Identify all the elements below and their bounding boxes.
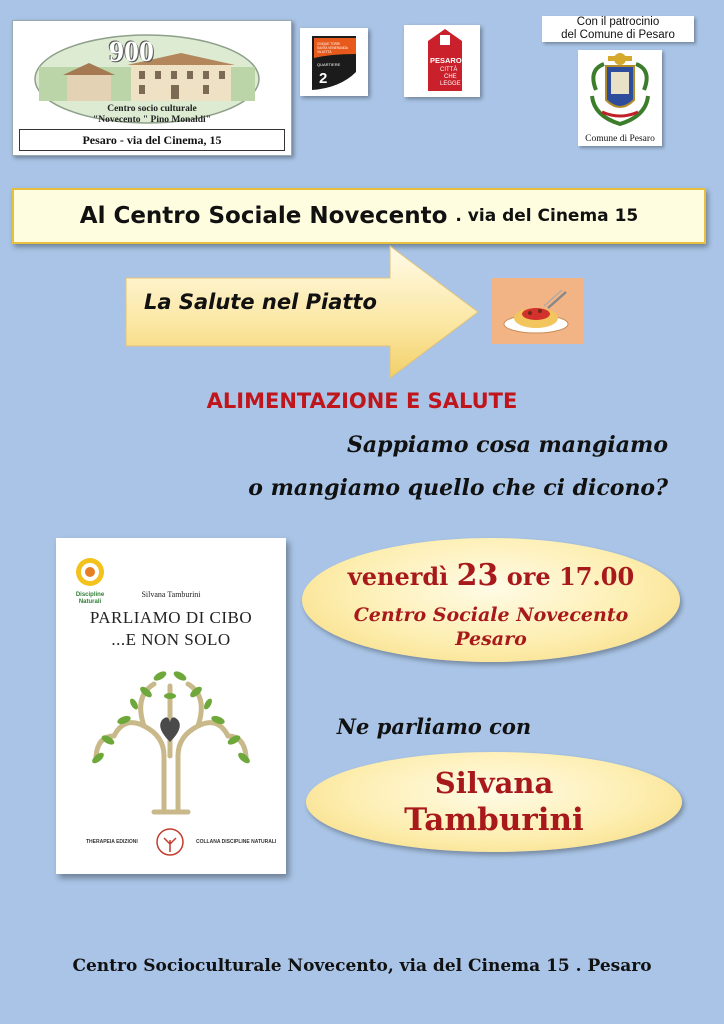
event-place-line-2: Pesaro [455,628,527,650]
event-subtitle: La Salute nel Piatto [144,290,377,314]
publisher-mark-icon [154,826,186,858]
talk-with-label: Ne parliamo con [336,714,532,739]
event-day: 23 [456,558,499,593]
coat-caption: Comune di Pesaro [585,134,655,144]
quartiere-2-logo [300,28,368,96]
citta-che-legge-logo [404,25,480,97]
logo-address: Pesaro - via del Cinema, 15 [19,129,285,151]
footer-address: Centro Socioculturale Novecento, via del Cinema 15 . Pesaro [72,956,652,976]
svg-text:VILLETTA: VILLETTA [317,50,332,54]
book-series: COLLANA DISCIPLINE NATURALI [196,839,277,845]
city-logo-line-4: LEGGE [440,81,461,87]
patronage-line-2: del Comune di Pesaro [561,29,675,41]
patronage-label [542,16,694,42]
venue-address: . via del Cinema 15 [455,206,639,226]
spaghetti-plate-icon [492,278,584,344]
logo-line-1: Centro socio culturale [107,104,197,114]
logo-number: 900 [109,35,154,68]
section-heading: ALIMENTAZIONE E SALUTE [206,389,518,413]
event-day-name: venerdì [347,562,449,591]
book-title-line-1: PARLIAMO DI CIBO [89,608,253,627]
event-time: ore 17.00 [506,562,635,591]
event-place-line-1: Centro Sociale Novecento [353,604,629,626]
event-datetime [302,558,680,593]
book-cover [56,538,286,874]
question-line-1: Sappiamo cosa mangiamo [347,432,668,458]
event-details-oval [302,538,680,662]
book-title-line-2: ...E NON SOLO [111,630,231,649]
book-brand: Discipline Naturali [75,592,105,605]
quartiere-label: QUARTIERE [317,62,341,67]
city-logo-line-3: CHE [444,74,457,80]
book-publisher: THERAPEIA EDIZIONI [86,839,138,845]
speaker-oval [306,752,682,852]
venue-title: Al Centro Sociale Novecento [79,203,448,229]
patronage-line-1: Con il patrocinio [576,16,660,28]
novecento-logo-card [12,20,292,156]
quartiere-number: 2 [319,70,328,87]
venue-title-bar [12,188,706,244]
city-logo-line-1: PESARO [430,56,462,65]
pesaro-coat-of-arms [578,50,662,146]
logo-line-2: "Novecento " Pino Monaldi" [93,115,211,125]
speaker-first-name: Silvana [434,766,554,800]
svg-text:SANTA VENERANDA: SANTA VENERANDA [317,46,348,50]
book-author: Silvana Tamburini [141,590,201,599]
question-line-2: o mangiamo quello che ci dicono? [248,475,668,501]
quartiere-text: CINQUE TORRI [317,42,341,46]
discipline-naturali-logo [70,552,110,592]
city-logo-line-2: CITTÀ [440,67,458,73]
speaker-last-name: Tamburini [404,802,584,838]
tree-heart-illustration [84,666,258,816]
patronage-block [542,12,694,144]
